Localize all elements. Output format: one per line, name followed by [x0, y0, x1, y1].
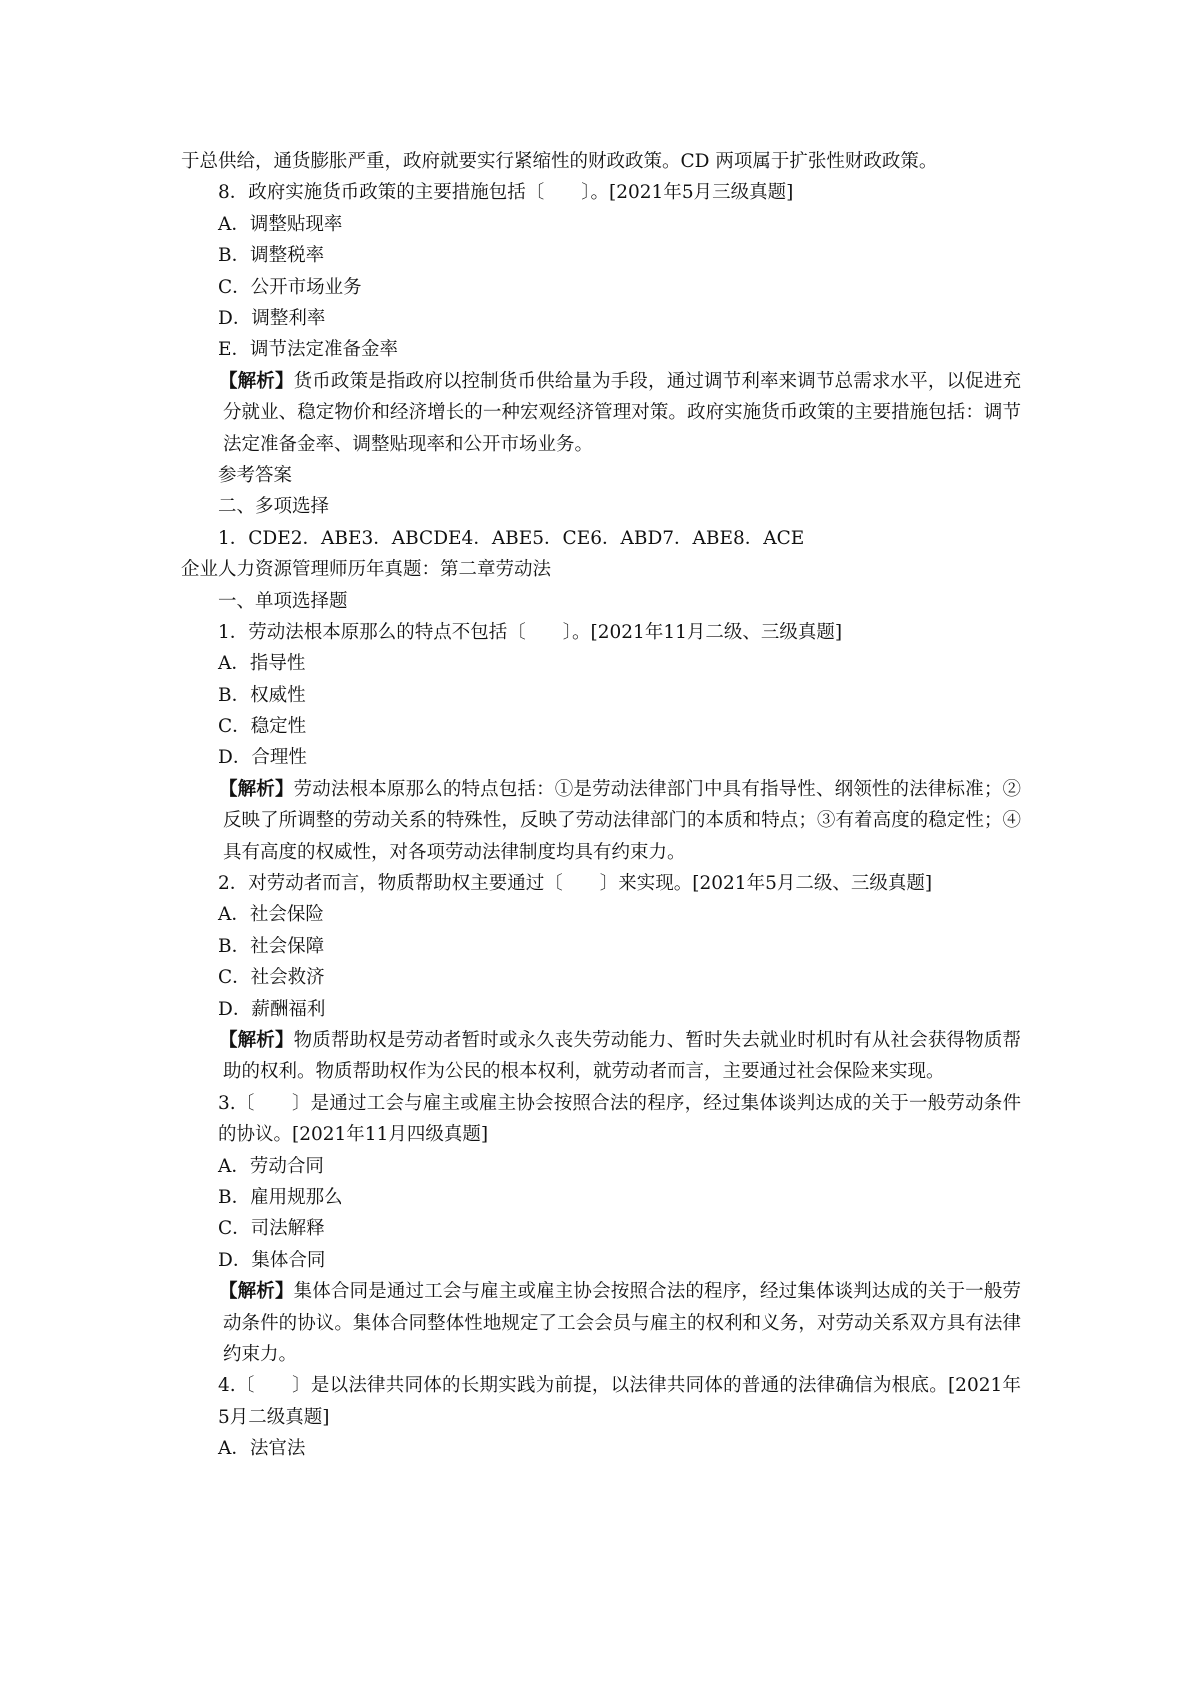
option-c: C．社会救济: [218, 967, 325, 989]
option-d: D．薪酬福利: [218, 998, 326, 1020]
analysis-tag: 【解析】: [219, 1281, 294, 1303]
answer-list: 1．CDE2．ABE3．ABCDE4．ABE5．CE6．ABD7．ABE8．ACE: [218, 527, 805, 549]
option-a: A．法官法: [218, 1438, 306, 1460]
question-1: 1．劳动法根本原那么的特点不包括〔 〕。[2021年11月二级、三级真题]: [218, 621, 843, 643]
analysis-paragraph: [181, 774, 1021, 868]
option-b: B．调整税率: [218, 245, 325, 267]
analysis-text: 劳动法根本原那么的特点包括：①是劳动法律部门中具有指导性、纲领性的法律标准；②反映了所调整的劳动关系的特殊性，反映了劳动法律部门的本质和特点；③有着高度的稳定性；④具有高度的权威性，对各项劳动法律制度均具有约束力。: [223, 778, 1021, 863]
analysis-paragraph: [181, 1276, 1021, 1370]
chapter-title: 企业人力资源管理师历年真题：第二章劳动法: [181, 559, 552, 581]
option-c: C．稳定性: [218, 716, 307, 738]
question-4: 4.〔 〕是以法律共同体的长期实践为前提，以法律共同体的普通的法律确信为根底。[2021年5月二级真题]: [218, 1375, 1021, 1428]
option-a: A．指导性: [218, 653, 306, 675]
analysis-paragraph: [181, 366, 1021, 460]
option-c: C．司法解释: [218, 1218, 325, 1240]
section-heading: 一、单项选择题: [218, 590, 348, 612]
option-b: B．权威性: [218, 684, 306, 706]
question-8: 8．政府实施货币政策的主要措施包括〔 〕。[2021年5月三级真题]: [218, 182, 794, 204]
document-page: [181, 146, 1021, 1465]
option-b: B．雇用规那么: [218, 1187, 343, 1209]
option-c: C．公开市场业务: [218, 276, 362, 298]
analysis-text: 物质帮助权是劳动者暂时或永久丧失劳动能力、暂时失去就业时机时有从社会获得物质帮助的权利。物质帮助权作为公民的根本权利，就劳动者而言，主要通过社会保险来实现。: [223, 1030, 1021, 1083]
text-line: 于总供给，通货膨胀严重，政府就要实行紧缩性的财政政策。CD 两项属于扩张性财政政策。: [181, 151, 938, 172]
option-d: D．集体合同: [218, 1249, 326, 1271]
analysis-tag: 【解析】: [219, 1030, 294, 1052]
analysis-text: 货币政策是指政府以控制货币供给量为手段，通过调节利率来调节总需求水平，以促进充分就业、稳定物价和经济增长的一种宏观经济管理对策。政府实施货币政策的主要措施包括：调节法定准备金率、调整贴现率和公开市场业务。: [223, 370, 1021, 455]
option-a: A．调整贴现率: [218, 213, 343, 235]
option-a: A．社会保险: [218, 904, 324, 926]
analysis-tag: 【解析】: [219, 370, 294, 392]
option-e: E．调节法定准备金率: [218, 339, 399, 361]
section-heading: 二、多项选择: [218, 496, 330, 518]
option-d: D．调整利率: [218, 307, 326, 329]
analysis-tag: 【解析】: [219, 778, 294, 800]
analysis-text: 集体合同是通过工会与雇主或雇主协会按照合法的程序，经过集体谈判达成的关于一般劳动条件的协议。集体合同整体性地规定了工会会员与雇主的权利和义务，对劳动关系双方具有法律约束力。: [223, 1281, 1021, 1366]
option-a: A．劳动合同: [218, 1155, 324, 1177]
question-3: 3.〔 〕是通过工会与雇主或雇主协会按照合法的程序，经过集体谈判达成的关于一般劳动条件的协议。[2021年11月四级真题]: [218, 1092, 1021, 1146]
question-2: 2．对劳动者而言，物质帮助权主要通过〔 〕来实现。[2021年5月二级、三级真题]: [218, 873, 933, 895]
option-d: D．合理性: [218, 747, 307, 769]
answer-heading: 参考答案: [218, 464, 293, 486]
option-b: B．社会保障: [218, 935, 325, 957]
analysis-paragraph: [181, 1025, 1021, 1088]
